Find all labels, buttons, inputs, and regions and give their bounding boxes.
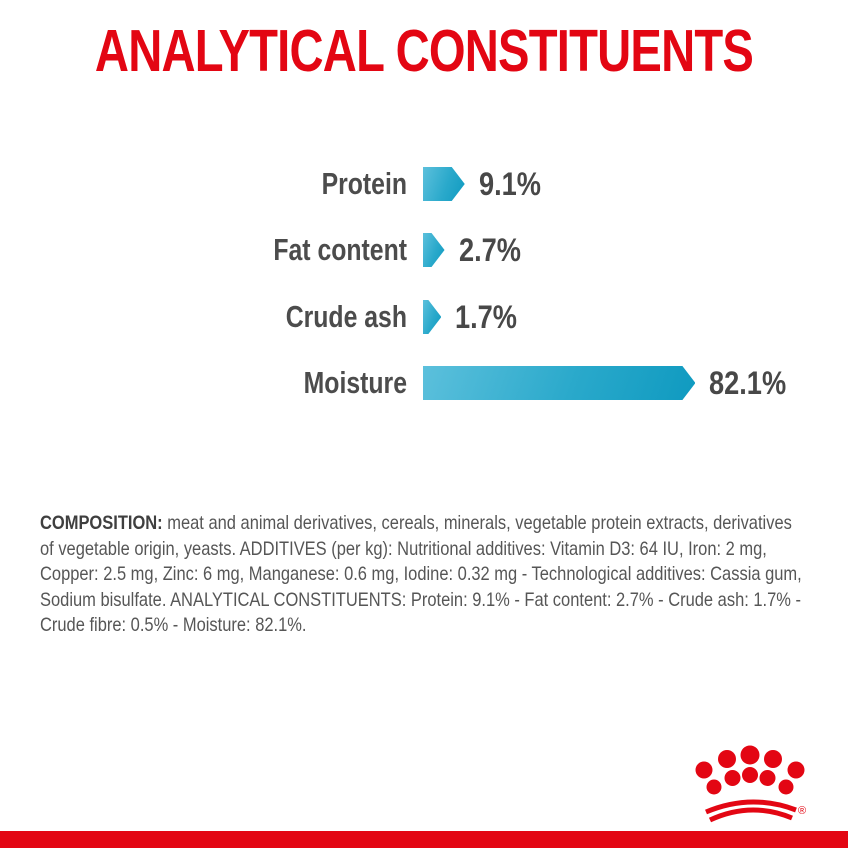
chart-row xyxy=(0,233,848,267)
bar-label: Fat content xyxy=(273,232,407,267)
bar-value: 82.1% xyxy=(709,365,787,401)
composition-paragraph xyxy=(40,511,807,639)
chart-row xyxy=(0,366,848,400)
bar-value: 1.7% xyxy=(455,299,518,335)
bar xyxy=(423,233,445,267)
bar-value: 9.1% xyxy=(478,166,541,202)
bar-label: Crude ash xyxy=(285,299,407,334)
bar xyxy=(423,300,441,334)
chart-row xyxy=(0,167,848,201)
brand-stripe xyxy=(0,831,848,848)
page-title: ANALYTICAL CONSTITUENTS xyxy=(94,18,754,84)
bar-label: Protein xyxy=(321,166,407,201)
composition-label: COMPOSITION: xyxy=(40,512,163,534)
royal-canin-crown-icon xyxy=(690,743,810,828)
registered-trademark-icon: ® xyxy=(797,805,807,817)
bar-value: 2.7% xyxy=(458,232,521,268)
bar-label: Moisture xyxy=(303,365,407,400)
bar xyxy=(423,366,695,400)
chart-row xyxy=(0,300,848,334)
composition-body: meat and animal derivatives, cereals, minerals, vegetable protein extracts, derivatives of vegetable origin, yeasts. ADDITIVES (per kg): Nutritional additives: Vitamin D3: 64 IU, Iron: 2 mg, Copper: 2.5 mg, Zinc: 6 mg, Manganese: 0.6 mg, Iodine: 0.32 mg - Technological additives: Cassia gum, Sodium bisulfate. ANALYTICAL CONSTITUENTS: Protein: 9.1% - Fat content: 2.7% - Crude ash: 1.7% - Crude fibre: 0.5% - Moisture: 82.1%. xyxy=(40,512,802,636)
bar xyxy=(423,167,465,201)
